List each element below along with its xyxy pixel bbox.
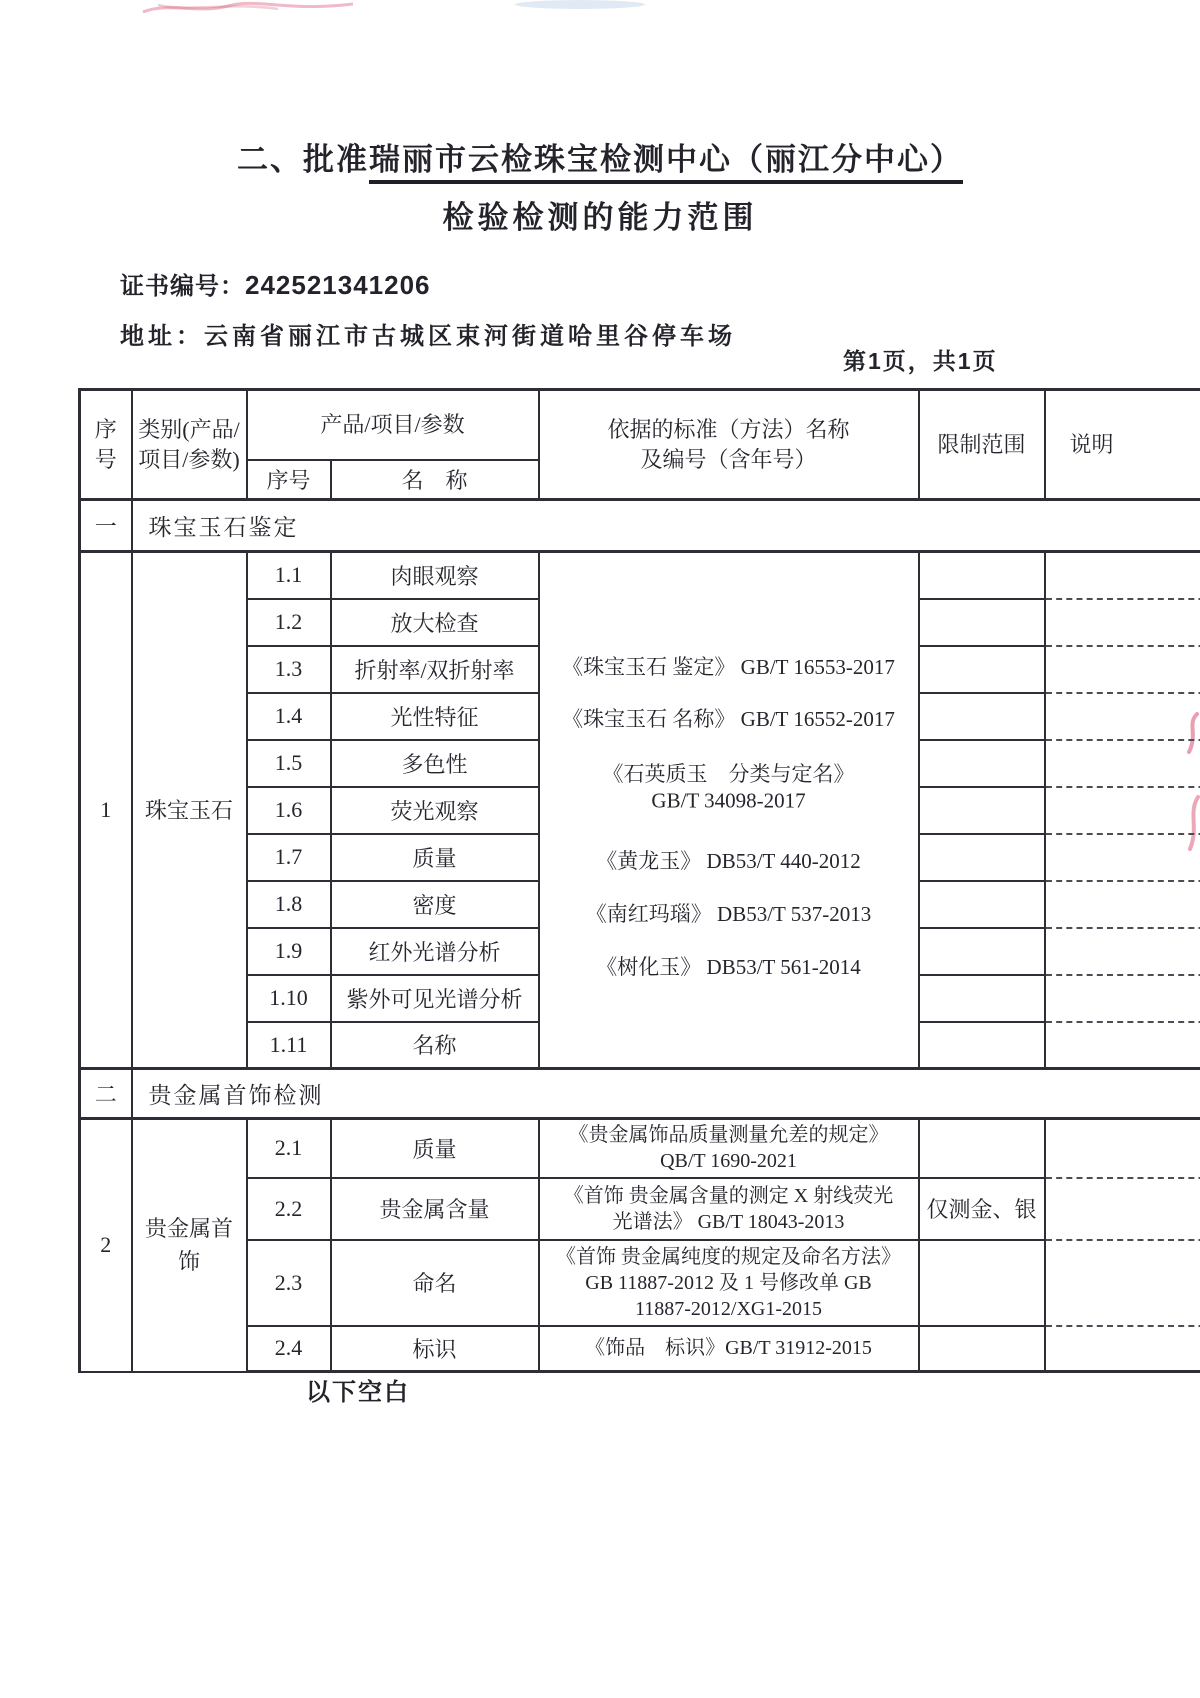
note-cell [1045,1119,1200,1178]
note-cell [1045,599,1200,646]
item-name: 贵金属含量 [331,1178,539,1240]
standard-line: 11887-2012/XG1-2015 [635,1297,823,1320]
limit-cell [919,834,1045,881]
row2-category: 贵金属首饰 [132,1119,247,1372]
note-cell [1045,740,1200,787]
standard-line: 《南红玛瑙》 DB53/T 537-2013 [585,902,872,926]
standard-cell [539,1178,919,1240]
standard-line: 《树化玉》 DB53/T 561-2014 [596,955,861,979]
item-no: 2.3 [247,1240,331,1326]
note-cell [1045,928,1200,975]
blue-smudge [515,0,645,9]
limit-cell [919,552,1045,599]
header-standard-line1: 依据的标准（方法）名称 [607,416,850,442]
page-indicator: 第1页，共1页 [843,348,998,374]
title-underlined-center-name: 瑞丽市云检珠宝检测中心（丽江分中心） [369,142,963,184]
item-name: 标识 [331,1326,539,1372]
header-product-group: 产品/项目/参数 [247,390,539,460]
section1-standards-cell [539,552,919,1069]
item-no: 1.11 [247,1022,331,1069]
certificate-number-label: 证书编号： [120,273,245,300]
standard-cell [539,1240,919,1326]
standard-line: 光谱法》 GB/T 18043-2013 [612,1210,845,1233]
note-cell [1045,1240,1200,1326]
certificate-number-line [120,266,431,301]
limit-cell: 仅测金、银 [919,1178,1045,1240]
standard-line: 《珠宝玉石 名称》 GB/T 16552-2017 [562,707,895,731]
item-no: 1.3 [247,646,331,693]
item-name: 名称 [331,1022,539,1069]
standard-line: 《首饰 贵金属纯度的规定及命名方法》 [556,1245,902,1268]
item-name: 折射率/双折射率 [331,646,539,693]
item-name: 放大检查 [331,599,539,646]
header-sub-seq: 序号 [247,460,331,500]
red-pen-mark-top [138,0,358,21]
item-no: 1.8 [247,881,331,928]
header-seq: 序号 [80,390,132,500]
header-standard [539,390,919,500]
standard-line: 《珠宝玉石 鉴定》 GB/T 16553-2017 [562,655,895,679]
item-name: 质量 [331,1119,539,1178]
address-label: 地址： [120,323,204,350]
item-name: 光性特征 [331,693,539,740]
limit-cell [919,693,1045,740]
standard-line: 《饰品 标识》GB/T 31912-2015 [585,1337,872,1360]
item-no: 1.1 [247,552,331,599]
row1-category: 珠宝玉石 [132,552,247,1069]
certificate-number-value: 242521341206 [245,270,431,300]
standard-line: 《首饰 贵金属含量的测定 X 射线荧光 [563,1184,894,1207]
item-no: 1.6 [247,787,331,834]
item-name: 红外光谱分析 [331,928,539,975]
limit-cell [919,787,1045,834]
limit-cell [919,881,1045,928]
address-line [120,316,736,351]
note-cell [1045,693,1200,740]
note-cell [1045,646,1200,693]
document-title-line2: 检验检测的能力范围 [442,200,758,235]
item-no: 1.2 [247,599,331,646]
section2-index: 二 [80,1069,132,1119]
item-no: 1.5 [247,740,331,787]
limit-cell [919,599,1045,646]
standard-line: GB/T 34098-2017 [651,788,806,813]
item-name: 质量 [331,834,539,881]
limit-cell [919,928,1045,975]
header-limit: 限制范围 [919,390,1045,500]
item-name: 命名 [331,1240,539,1326]
limit-cell [919,1240,1045,1326]
note-cell [1045,834,1200,881]
item-no: 2.4 [247,1326,331,1372]
header-category: 类别(产品/项目/参数) [132,390,247,500]
limit-cell [919,1119,1045,1178]
item-no: 1.10 [247,975,331,1022]
header-sub-name: 名 称 [331,460,539,500]
capability-table [78,388,1200,1373]
document-title-line1 [0,134,1200,179]
note-cell [1045,787,1200,834]
limit-cell [919,1022,1045,1069]
limit-cell [919,1326,1045,1372]
standard-line: GB 11887-2012 及 1 号修改单 GB [585,1271,872,1294]
limit-cell [919,646,1045,693]
note-cell [1045,975,1200,1022]
section1-title: 珠宝玉石鉴定 [132,500,1200,552]
standard-line: 《黄龙玉》 DB53/T 440-2012 [596,849,861,873]
item-no: 1.7 [247,834,331,881]
section2-title: 贵金属首饰检测 [132,1069,1200,1119]
item-no: 2.2 [247,1178,331,1240]
title-prefix: 二、批准 [237,142,369,177]
item-name: 紫外可见光谱分析 [331,975,539,1022]
section1-index: 一 [80,500,132,552]
item-name: 密度 [331,881,539,928]
item-no: 2.1 [247,1119,331,1178]
note-cell [1045,1178,1200,1240]
item-name: 荧光观察 [331,787,539,834]
header-standard-line2: 及编号（含年号） [640,446,817,472]
standard-line: 《石英质玉 分类与定名》 [602,762,855,786]
standard-line: 《贵金属饰品质量测量允差的规定》 [568,1124,889,1147]
note-cell [1045,552,1200,599]
address-value: 云南省丽江市古城区束河街道哈里谷停车场 [204,323,736,350]
item-no: 1.9 [247,928,331,975]
note-cell [1045,1022,1200,1069]
item-no: 1.4 [247,693,331,740]
standard-cell [539,1326,919,1372]
note-cell [1045,881,1200,928]
standard-cell [539,1119,919,1178]
limit-cell [919,975,1045,1022]
row1-number: 1 [80,552,132,1069]
limit-cell [919,740,1045,787]
header-note: 说明 [1045,390,1200,500]
item-name: 多色性 [331,740,539,787]
item-name: 肉眼观察 [331,552,539,599]
below-blank-note: 以下空白 [306,1380,410,1406]
note-cell [1045,1326,1200,1372]
row2-number: 2 [80,1119,132,1372]
standard-line: QB/T 1690-2021 [660,1150,797,1173]
